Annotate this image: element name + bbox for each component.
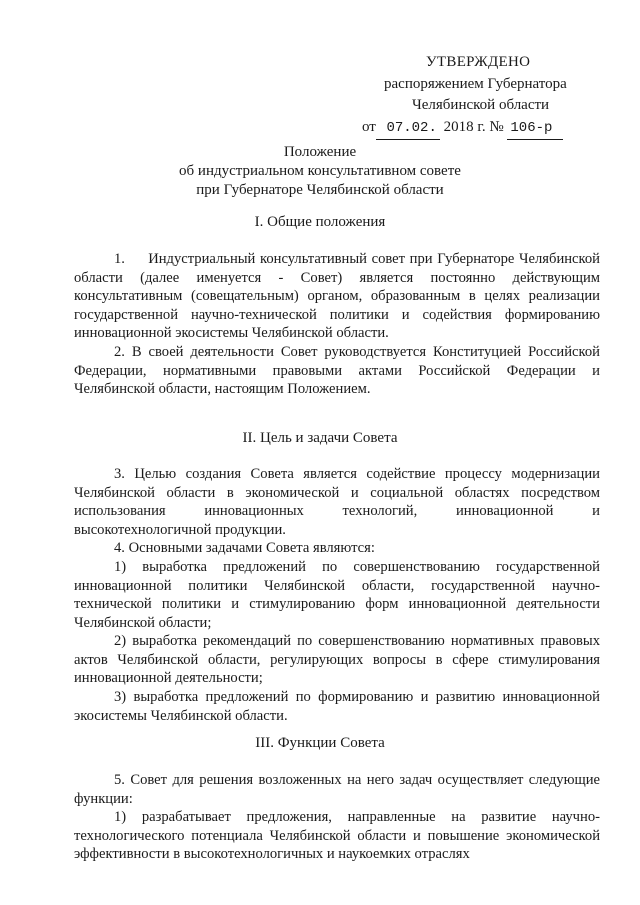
document-title-line-1: Положение bbox=[283, 144, 357, 160]
section-heading-2: II. Цель и задачи Совета bbox=[242, 430, 398, 446]
document-title bbox=[0, 143, 640, 200]
paragraph-1: 1. Индустриальный консультативный совет при Губернаторе Челябинской области (далее именуется - Совет) является постоянно действующим консультативным (совещательным) органом, образованным в целях реализации государственной научно-технической политики и содействия формированию инновационной экосистемы Челябинской области. bbox=[74, 251, 600, 342]
paragraph-8: 5. Совет для решения возложенных на него задач осуществляет следующие функции: bbox=[74, 772, 600, 807]
document-title-line-3: при Губернаторе Челябинской области bbox=[196, 182, 444, 198]
paragraph-4: 4. Основными задачами Совета являются: bbox=[114, 540, 375, 556]
approval-line-2: Челябинской области bbox=[412, 97, 550, 113]
approval-date: 07.02. bbox=[376, 118, 440, 141]
approval-date-prefix: от bbox=[362, 118, 376, 135]
paragraph-7: 3) выработка предложений по формированию и развитию инновационной экосистемы Челябинской области. bbox=[74, 689, 600, 724]
approval-date-line bbox=[362, 117, 592, 141]
paragraph-3: 3. Целью создания Совета является содействие процессу модернизации Челябинской области в экономической и социальной областях посредством использования инновационных технологий, инновационной и высокотехнологичной продукции. bbox=[74, 466, 600, 538]
section-heading-3: III. Функции Совета bbox=[255, 735, 385, 751]
approval-number: 106-р bbox=[507, 118, 563, 141]
approval-line-1: распоряжением Губернатора bbox=[384, 75, 567, 92]
paragraph-9: 1) разрабатывает предложения, направленные на развитие научно-технологического потенциала Челябинской области и повышение экономической эффективности в высокотехнологичных и наукоемких отраслях bbox=[74, 809, 600, 863]
approval-stamp bbox=[362, 52, 592, 140]
paragraph-2: 2. В своей деятельности Совет руководствуется Конституцией Российской Федерации, нормативными правовыми актами Российской Федерации и Челябинской области, настоящим Положением. bbox=[74, 344, 600, 398]
section-heading-1: I. Общие положения bbox=[254, 214, 386, 230]
document-title-line-2: об индустриальном консультативном совете bbox=[179, 163, 461, 179]
paragraph-5: 1) выработка предложений по совершенствованию государственной инновационной политики Челябинской области, государственной научно-технической политики и стимулированию форм инновационной деятельности Челябинской области; bbox=[74, 559, 600, 631]
approval-title: УТВЕРЖДЕНО bbox=[426, 54, 531, 70]
approval-year: 2018 г. № bbox=[443, 118, 504, 135]
paragraph-6: 2) выработка рекомендаций по совершенствованию нормативных правовых актов Челябинской области, регулирующих вопросы в сфере стимулирования инновационной деятельности; bbox=[74, 633, 600, 687]
